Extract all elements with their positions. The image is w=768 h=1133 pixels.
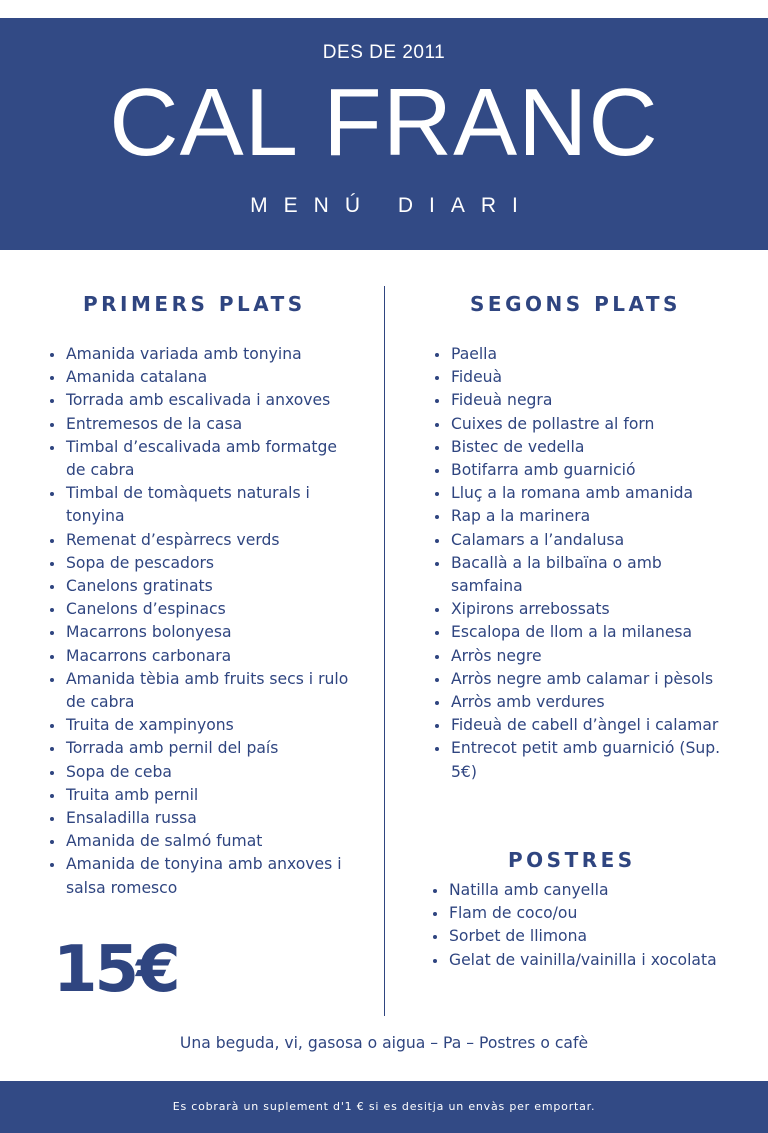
menu-item: Ensaladilla russa	[50, 807, 360, 830]
menu-price: 15€	[53, 933, 178, 1007]
header-banner	[0, 18, 768, 250]
menu-item: Bistec de vedella	[435, 436, 735, 459]
menu-item: Fideuà	[435, 366, 735, 389]
menu-item: Timbal de tomàquets naturals i tonyina	[50, 482, 360, 528]
first-courses-title: PRIMERS PLATS	[83, 292, 306, 316]
menu-item: Flam de coco/ou	[433, 902, 743, 925]
restaurant-name: CAL FRANC	[109, 69, 659, 176]
menu-item: Amanida de salmó fumat	[50, 830, 360, 853]
menu-item: Arròs negre	[435, 645, 735, 668]
menu-item: Amanida variada amb tonyina	[50, 343, 360, 366]
menu-item: Entremesos de la casa	[50, 413, 360, 436]
menu-item: Calamars a l’andalusa	[435, 529, 735, 552]
menu-item: Natilla amb canyella	[433, 879, 743, 902]
menu-item: Arròs amb verdures	[435, 691, 735, 714]
menu-item: Truita de xampinyons	[50, 714, 360, 737]
menu-item: Cuixes de pollastre al forn	[435, 413, 735, 436]
menu-item: Macarrons carbonara	[50, 645, 360, 668]
second-courses-title: SEGONS PLATS	[470, 292, 681, 316]
menu-item: Xipirons arrebossats	[435, 598, 735, 621]
since-label: DES DE 2011	[322, 42, 446, 63]
first-courses-list	[50, 343, 360, 900]
menu-item: Amanida de tonyina amb anxoves i salsa romesco	[50, 853, 360, 899]
menu-item: Entrecot petit amb guarnició (Sup. 5€)	[435, 737, 735, 783]
menu-item: Remenat d’espàrrecs verds	[50, 529, 360, 552]
menu-subtitle: MENÚ DIARI	[250, 194, 534, 217]
menu-item: Amanida tèbia amb fruits secs i rulo de cabra	[50, 668, 360, 714]
menu-includes: Una beguda, vi, gasosa o aigua – Pa – Postres o cafè	[179, 1034, 589, 1052]
menu-item: Torrada amb escalivada i anxoves	[50, 389, 360, 412]
menu-item: Canelons gratinats	[50, 575, 360, 598]
menu-item: Fideuà de cabell d’àngel i calamar	[435, 714, 735, 737]
menu-item: Torrada amb pernil del país	[50, 737, 360, 760]
desserts-title: POSTRES	[508, 848, 636, 872]
menu-item: Paella	[435, 343, 735, 366]
column-divider	[384, 286, 385, 1016]
menu-item: Escalopa de llom a la milanesa	[435, 621, 735, 644]
menu-item: Sopa de pescadors	[50, 552, 360, 575]
footer-banner	[0, 1081, 768, 1133]
menu-item: Rap a la marinera	[435, 505, 735, 528]
takeaway-supplement-note: Es cobrarà un suplement d'1 € si es desitja un envàs per emportar.	[172, 1100, 596, 1113]
menu-item: Fideuà negra	[435, 389, 735, 412]
menu-item: Canelons d’espinacs	[50, 598, 360, 621]
menu-item: Sopa de ceba	[50, 761, 360, 784]
menu-item: Truita amb pernil	[50, 784, 360, 807]
menu-item: Gelat de vainilla/vainilla i xocolata	[433, 949, 743, 972]
menu-item: Lluç a la romana amb amanida	[435, 482, 735, 505]
menu-item: Botifarra amb guarnició	[435, 459, 735, 482]
menu-item: Arròs negre amb calamar i pèsols	[435, 668, 735, 691]
desserts-list	[433, 879, 743, 972]
second-courses-list	[435, 343, 735, 784]
menu-item: Bacallà a la bilbaïna o amb samfaina	[435, 552, 735, 598]
menu-item: Amanida catalana	[50, 366, 360, 389]
menu-item: Timbal d’escalivada amb formatge de cabra	[50, 436, 360, 482]
menu-item: Sorbet de llimona	[433, 925, 743, 948]
menu-item: Macarrons bolonyesa	[50, 621, 360, 644]
